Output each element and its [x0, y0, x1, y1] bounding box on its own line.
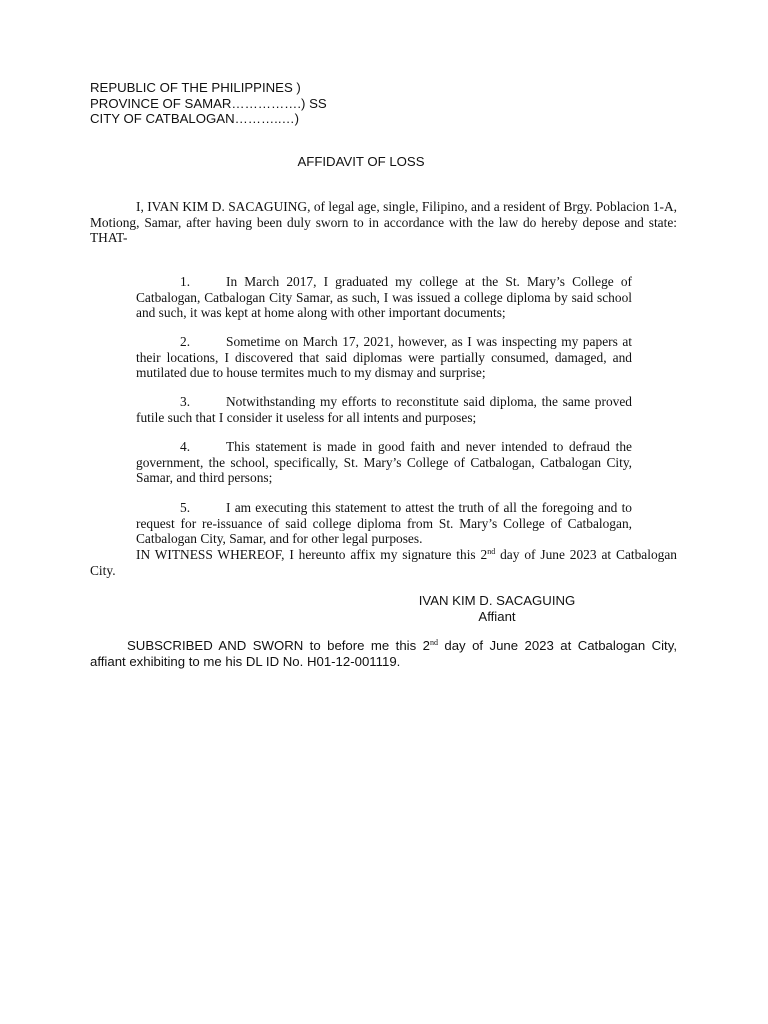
item-text: In March 2017, I graduated my college at the St. Mary’s College of Catbalogan, Catbalogan City Samar, as such, I was issued a college diploma by said school and such, it was kept at home along with other important documents; [136, 274, 632, 321]
witness-text-end: day of June 2023 at Catbalogan City. [90, 547, 677, 578]
witness-ordinal: nd [487, 547, 496, 556]
item-text: I am executing this statement to attest the truth of all the foregoing and to request for re-issuance of said college diploma from St. Mary’s College of Catbalogan, Catbalogan City, Samar, and for other legal purposes. [136, 500, 632, 547]
document-title: AFFIDAVIT OF LOSS [297, 154, 425, 169]
statement-item-2 [136, 334, 632, 381]
jurat-text: day of June 2023 at Catbalogan City, affiant exhibiting to me his DL ID No. H01-12-001119. [90, 638, 677, 669]
venue-caption [90, 80, 490, 127]
item-number: 5. [180, 500, 191, 516]
jurat-ordinal: nd [429, 638, 438, 647]
item-number: 3. [180, 394, 191, 410]
item-text: Sometime on March 17, 2021, however, as I was inspecting my papers at their locations, I discovered that said diplomas were partially consumed, damaged, and mutilated due to house termites much to my dismay and surprise; [136, 334, 632, 381]
caption-republic: REPUBLIC OF THE PHILIPPINES ) [90, 80, 301, 95]
witness-text-start: IN WITNESS WHEREOF, I hereunto affix my signature this 2 [136, 547, 488, 562]
item-text: Notwithstanding my efforts to reconstitute said diploma, the same proved futile such that I consider it useless for all intents and purposes; [136, 394, 632, 425]
item-text: This statement is made in good faith and never intended to defraud the government, the school, specifically, St. Mary’s College of Catbalogan, Catbalogan City, Samar, and third persons; [136, 439, 632, 486]
witness-clause [90, 547, 677, 578]
affiant-role: Affiant [478, 608, 516, 624]
affiant-name: IVAN KIM D. SACAGUING [418, 593, 576, 608]
statement-item-4 [136, 439, 632, 486]
intro-paragraph: I, IVAN KIM D. SACAGUING, of legal age, single, Filipino, and a resident of Brgy. Poblacion 1-A, Motiong, Samar, after having been duly sworn to in accordance with the law do hereby depose and state: THAT- [90, 199, 677, 245]
caption-province: PROVINCE OF SAMAR…………….) SS [90, 95, 327, 111]
statement-item-1 [136, 274, 632, 321]
affiant-signature-block [404, 593, 590, 624]
item-number: 1. [180, 274, 191, 290]
item-number: 2. [180, 334, 191, 350]
jurat-lead: SUBSCRIBED AND SWORN to before me this 2 [127, 638, 430, 653]
jurat-paragraph [90, 638, 677, 669]
caption-city: CITY OF CATBALOGAN………..…) [90, 111, 300, 126]
statement-item-5 [136, 500, 632, 547]
item-number: 4. [180, 439, 191, 455]
statement-item-3 [136, 394, 632, 425]
